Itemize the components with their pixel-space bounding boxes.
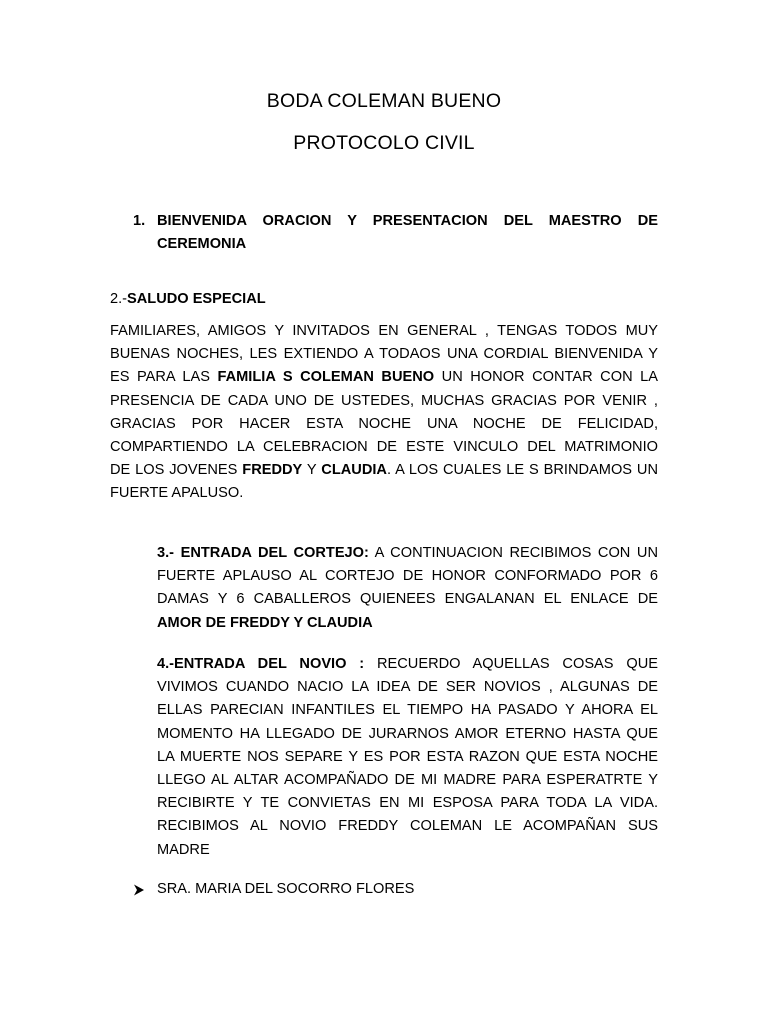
- text-run: DE LOS JOVENES: [110, 462, 243, 479]
- paragraph-line: LA MUERTE NOS SEPARE Y ES POR ESTA RAZON QUE ESTA NOCHE: [157, 748, 658, 765]
- paragraph-line: FAMILIARES, AMIGOS Y INVITADOS EN GENERAL , TENGAS TODOS MUY: [110, 323, 658, 339]
- groom-name-bold: FREDDY: [242, 462, 303, 479]
- item-1-number: 1.: [133, 213, 146, 229]
- text-run: ES PARA LAS: [110, 369, 218, 386]
- paragraph-line: [157, 542, 658, 565]
- document-subtitle: PROTOCOLO CIVIL: [293, 132, 475, 154]
- document-title: BODA COLEMAN BUENO: [266, 90, 502, 112]
- paragraph-line: COMPARTIENDO LA CELEBRACION DE ESTE VINCULO DEL MATRIMONIO: [110, 439, 658, 456]
- arrowhead-bullet-icon: [133, 884, 145, 896]
- text-run: UN HONOR CONTAR CON LA: [434, 369, 658, 386]
- paragraph-line: RECIBIMOS AL NOVIO FREDDY COLEMAN LE ACOMPAÑAN SUS: [157, 818, 658, 835]
- paragraph-line: GRACIAS POR HACER ESTA NOCHE UNA NOCHE DE FELICIDAD,: [110, 415, 658, 432]
- family-name-bold: FAMILIA S COLEMAN BUENO: [217, 369, 435, 386]
- item-1-line: CEREMONIA: [157, 236, 247, 253]
- paragraph-line: FUERTE APALUSO.: [110, 485, 244, 502]
- paragraph-line: [157, 612, 658, 635]
- paragraph-line: [110, 366, 658, 389]
- paragraph-line: DAMAS Y 6 CABALLEROS QUIENEES ENGALANAN EL ENLACE DE: [157, 591, 658, 608]
- item-2-heading: [110, 288, 658, 311]
- bride-name-bold: CLAUDIA: [321, 462, 387, 479]
- paragraph-line: VIVIMOS CUANDO NACIO LA IDEA DE SER NOVIOS , ALGUNAS DE: [157, 679, 658, 696]
- paragraph-line: [110, 459, 658, 482]
- item-4-heading: 4.-ENTRADA DEL NOVIO :: [157, 656, 365, 672]
- item-1-text: [157, 210, 658, 256]
- paragraph-line: ELLAS PARECIAN INFANTILES EL TIEMPO HA PASADO Y AHORA EL: [157, 702, 658, 719]
- text-run: RECUERDO AQUELLAS COSAS QUE: [364, 656, 658, 672]
- bullet-item: [133, 878, 414, 901]
- paragraph-line: FUERTE APLAUSO AL CORTEJO DE HONOR CONFORMADO POR 6: [157, 568, 658, 585]
- item-2-prefix: 2.-: [110, 291, 128, 307]
- item-2-heading-text: SALUDO ESPECIAL: [127, 291, 266, 307]
- paragraph-line: PRESENCIA DE CADA UNO DE USTEDES, MUCHAS GRACIAS POR VENIR ,: [110, 392, 658, 409]
- text-run: A CONTINUACION RECIBIMOS CON UN: [368, 545, 659, 561]
- paragraph-line: RECIBIRTE Y TE CONVIETAS EN MI ESPOSA PARA TODA LA VIDA.: [157, 795, 658, 812]
- item-3-heading: 3.- ENTRADA DEL CORTEJO: [157, 545, 365, 561]
- paragraph-line: MADRE: [157, 841, 210, 858]
- paragraph-line: BUENAS NOCHES, LES EXTIENDO A TODAOS UNA CORDIAL BIENVENIDA Y: [110, 346, 658, 363]
- text-run: . A LOS CUALES LE S BRINDAMOS UN: [386, 462, 659, 479]
- item-3-colon: :: [364, 545, 369, 561]
- bullet-text: SRA. MARIA DEL SOCORRO FLORES: [157, 881, 415, 897]
- couple-names-bold: AMOR DE FREDDY Y CLAUDIA: [157, 614, 373, 631]
- item-1-line: BIENVENIDA ORACION Y PRESENTACION DEL MAESTRO DE: [157, 213, 658, 229]
- item-3: [157, 542, 658, 635]
- paragraph-line: [157, 653, 658, 676]
- item-4: [157, 653, 658, 862]
- item-2-body: [110, 320, 658, 506]
- text-run: Y: [302, 462, 322, 479]
- paragraph-line: MOMENTO HA LLEGADO DE JURARNOS AMOR ETERNO HASTA QUE: [157, 725, 658, 742]
- paragraph-line: LLEGO AL ALTAR ACOMPAÑADO DE MI MADRE PARA ESPERATRTE Y: [157, 772, 658, 789]
